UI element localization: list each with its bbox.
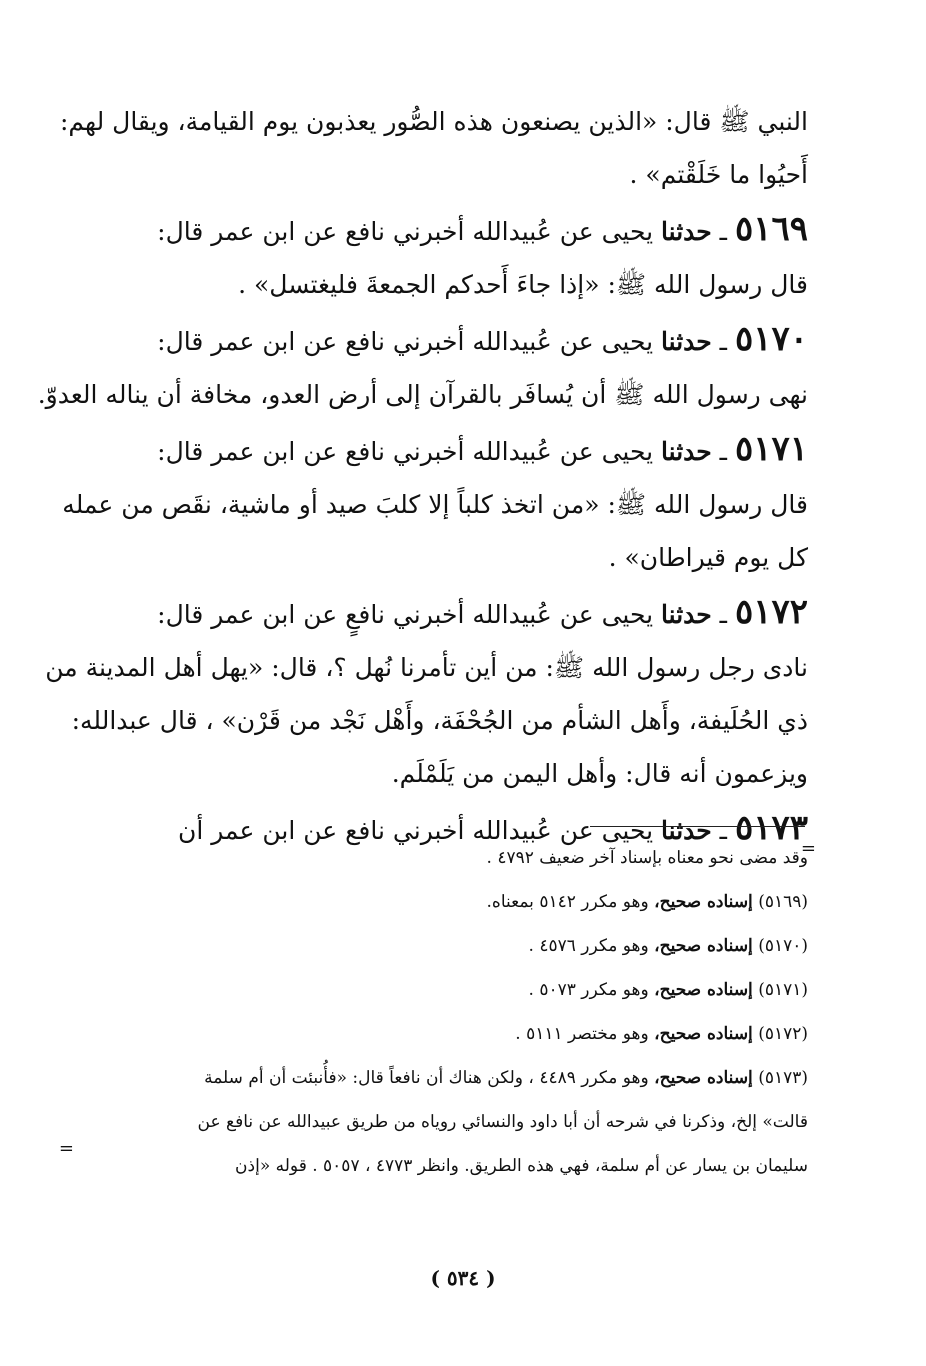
footnote-grade: إسناده صحيح، [654,1068,753,1088]
hadith-number: ٥١٧١ [734,429,808,469]
hadith-heading: ٥١٧٠ ـ حدثنا يحيى عن عُبيدالله أخبرني نافع عن ابن عمر قال: [157,319,808,359]
footnotes [108,836,808,1188]
hadith-keyword: حدثنا [661,816,712,845]
text-line: ذي الحُلَيفة، وأَهل الشأم من الجُحْفَة، وأَهْل نَجْد من قَرْن» ، قال عبدالله: [71,706,808,735]
hadith-keyword: حدثنا [661,437,712,466]
footnote-text: وهو مكرر ٤٤٨٩ ، ولكن هناك أن نافعاً قال: «فأُنبئت أن أم سلمة [204,1068,649,1088]
text-line: نادى رجل رسول الله ﷺ: من أين تأمرنا نُهل ؟، قال: «يهل أهل المدينة من [45,653,808,682]
text-line: النبي ﷺ قال: «الذين يصنعون هذه الصُّور يعذبون يوم القيامة، ويقال لهم: [60,107,808,136]
footnote-5169 [108,880,808,924]
footnote-text: وهو مكرر ٥١٤٢ بمعناه. [486,892,649,912]
footnote-ref: (٥١٧٢) [758,1024,808,1044]
footnote-divider [590,826,805,827]
hadith-5169 [108,203,808,311]
hadith-number: ٥١٦٩ [734,209,808,249]
main-text [37,95,808,859]
text-line: نهى رسول الله ﷺ أن يُسافَر بالقرآن إلى أرض العدو، مخافة أن يناله العدوّ. [37,380,808,409]
hadith-5170 [37,313,808,421]
footnote-5173 [108,1056,808,1100]
hadith-number: ٥١٧٢ [734,592,808,632]
text-line: قال رسول الله ﷺ: «من اتخذ كلباً إلا كلبَ صيد أو ماشية، نقَص من عمله [62,490,808,519]
text-line: كل يوم قيراطان» . [608,543,808,572]
hadith-chain: يحيى عن عُبيدالله أخبرني نافعٍ عن ابن عمر قال: [157,600,654,629]
hadith-keyword: حدثنا [661,600,712,629]
hadith-heading: ٥١٧١ ـ حدثنا يحيى عن عُبيدالله أخبرني نافع عن ابن عمر قال: [157,429,808,469]
continuation-mark: = [800,838,816,859]
hadith-heading: ٥١٦٩ ـ حدثنا يحيى عن عُبيدالله أخبرني نافع عن ابن عمر قال: [157,209,808,249]
continuation-mark: = [58,1138,74,1159]
footnote-text: وهو مختصر ٥١١١ . [515,1024,649,1044]
footnote-grade: إسناده صحيح، [654,892,753,912]
footnote-grade: إسناده صحيح، [654,936,753,956]
text-line: أَحيُوا ما خَلَقْتم» . [629,160,808,189]
hadith-number: ٥١٧٣ [734,808,808,848]
hadith-keyword: حدثنا [661,217,712,246]
text-line: ويزعمون أنه قال: وأهل اليمن من يَلَمْلَم. [391,759,808,788]
hadith-heading: ٥١٧٣ ـ حدثنا يحيى عن عُبيدالله أخبرني نافع عن ابن عمر أن [177,808,808,848]
footnote-ref: (٥١٧١) [758,980,808,1000]
hadith-chain: يحيى عن عُبيدالله أخبرني نافع عن ابن عمر قال: [157,217,654,246]
hadith-chain: يحيى عن عُبيدالله أخبرني نافع عن ابن عمر قال: [157,327,654,356]
footnote-grade: إسناده صحيح، [654,1024,753,1044]
hadith-heading: ٥١٧٢ ـ حدثنا يحيى عن عُبيدالله أخبرني نافعٍ عن ابن عمر قال: [157,592,808,632]
hadith-5172 [45,586,808,800]
footnote-ref: (٥١٧٠) [758,936,808,956]
footnote-5171 [108,968,808,1012]
footnote-ref: (٥١٦٩) [758,892,808,912]
hadith-keyword: حدثنا [661,327,712,356]
footnote-line: قالت» إلخ، وذكرنا في شرحه أن أبا داود والنسائي روياه من طريق عبيدالله عن نافع عن [197,1112,808,1132]
footnote-5170 [108,924,808,968]
footnote-5172 [108,1012,808,1056]
hadith-chain: يحيى عن عُبيدالله أخبرني نافع عن ابن عمر أن [177,816,654,845]
hadith-number: ٥١٧٠ [734,319,808,359]
text-line: قال رسول الله ﷺ: «إذا جاءَ أَحدكم الجمعةَ فليغتسل» . [238,270,808,299]
page-number: ( ٥٣٤ ) [430,1266,496,1290]
footnote-ref: (٥١٧٣) [758,1068,808,1088]
footnote-line: سليمان بن يسار عن أم سلمة، فهي هذه الطريق. وانظر ٤٧٧٣ ، ٥٠٥٧ . قوله «إذن [235,1156,808,1176]
hadith-chain: يحيى عن عُبيدالله أخبرني نافع عن ابن عمر قال: [157,437,654,466]
footnote-grade: إسناده صحيح، [654,980,753,1000]
intro-paragraph [60,95,808,201]
footnote-text: وهو مكرر ٤٥٧٦ . [528,936,649,956]
footnote-text: وهو مكرر ٥٠٧٣ . [528,980,649,1000]
footnote-continuation: وقد مضى نحو معناه بإسناد آخر ضعيف ٤٧٩٢ . [486,848,808,868]
hadith-5171 [62,423,808,584]
